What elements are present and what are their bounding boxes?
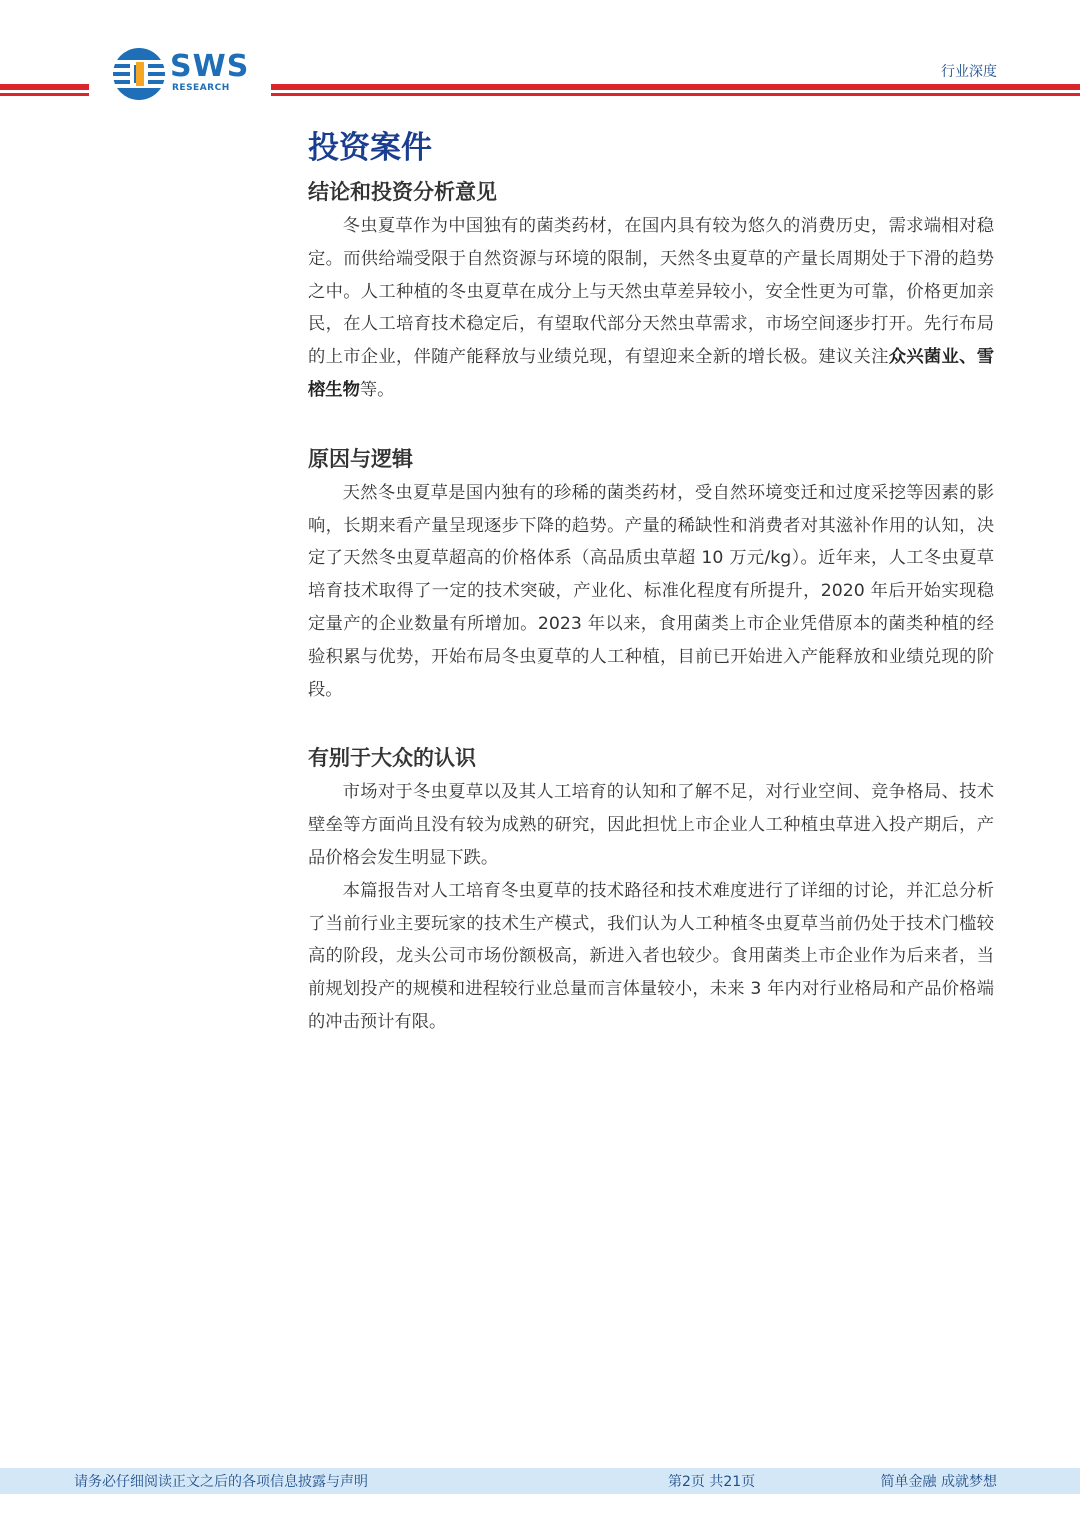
sws-logo xyxy=(112,47,252,103)
paragraph-view-1: 市场对于冬虫夏草以及其人工培育的认知和了解不足，对行业空间、竞争格局、技术壁垒等方面尚且没有较为成熟的研究，因此担忧上市企业人工种植虫草进入投产期后，产品价格会发生明显下跌。 xyxy=(308,782,994,868)
section-title-conclusion: 结论和投资分析意见 xyxy=(308,180,497,204)
page-title: 投资案件 xyxy=(308,130,432,166)
paragraph-text: 冬虫夏草作为中国独有的菌类药材，在国内具有较为悠久的消费历史，需求端相对稳定。而供给端受限于自然资源与环境的限制，天然冬虫夏草的产量长周期处于下滑的趋势之中。人工种植的冬虫夏草在成分上与天然虫草差异较小，安全性更为可靠，价格更加亲民，在人工培育技术稳定后，有望取代部分天然虫草需求，市场空间逐步打开。先行布局的上市企业，伴随产能释放与业绩兑现，有望迎来全新的增长极。建议关注 xyxy=(308,216,994,368)
page-footer xyxy=(0,1468,1080,1494)
paragraph-view-2: 本篇报告对人工培育冬虫夏草的技术路径和技术难度进行了详细的讨论，并汇总分析了当前行业主要玩家的技术生产模式，我们认为人工种植冬虫夏草当前仍处于技术门槛较高的阶段，龙头公司市场份额极高，新进入者也较少。食用菌类上市企业作为后来者，当前规划投产的规模和进程较行业总量而言体量较小，未来 3 年内对行业格局和产品价格端的冲击预计有限。 xyxy=(308,880,994,1032)
section-title-logic: 原因与逻辑 xyxy=(308,446,413,471)
paragraph-conclusion xyxy=(308,210,994,407)
sws-globe-icon xyxy=(112,47,166,101)
header-rule-left xyxy=(0,84,89,97)
footer-slogan: 简单金融 成就梦想 xyxy=(880,1474,997,1490)
page-number: 第2页 共21页 xyxy=(668,1474,756,1490)
section-title-differentiated-view: 有别于大众的认识 xyxy=(308,746,476,771)
logo-subtitle: RESEARCH xyxy=(172,83,230,93)
header-rule-right xyxy=(271,84,1080,97)
main-content xyxy=(308,126,994,1039)
recommended-stocks: 众兴菌业、雪榕生物 xyxy=(308,347,994,400)
paragraph-logic: 天然冬虫夏草是国内独有的珍稀的菌类药材，受自然环境变迁和过度采挖等因素的影响，长期来看产量呈现逐步下降的趋势。产量的稀缺性和消费者对其滋补作用的认知，决定了天然冬虫夏草超高的价格体系（高品质虫草超 10 万元/kg）。近年来，人工冬虫夏草培育技术取得了一定的技术突破，产业化、标准化程度有所提升，2020 年后开始实现稳定量产的企业数量有所增加。2023 年以来，食用菌类上市企业凭借原本的菌类种植的经验积累与优势，开始布局冬虫夏草的人工种植，目前已开始进入产能释放和业绩兑现的阶段。 xyxy=(308,482,994,700)
report-type-label: 行业深度 xyxy=(941,64,997,80)
footer-disclaimer: 请务必仔细阅读正文之后的各项信息披露与声明 xyxy=(74,1474,368,1490)
logo-wordmark: SWS xyxy=(170,49,250,84)
paragraph-tail: 等。 xyxy=(359,379,395,400)
